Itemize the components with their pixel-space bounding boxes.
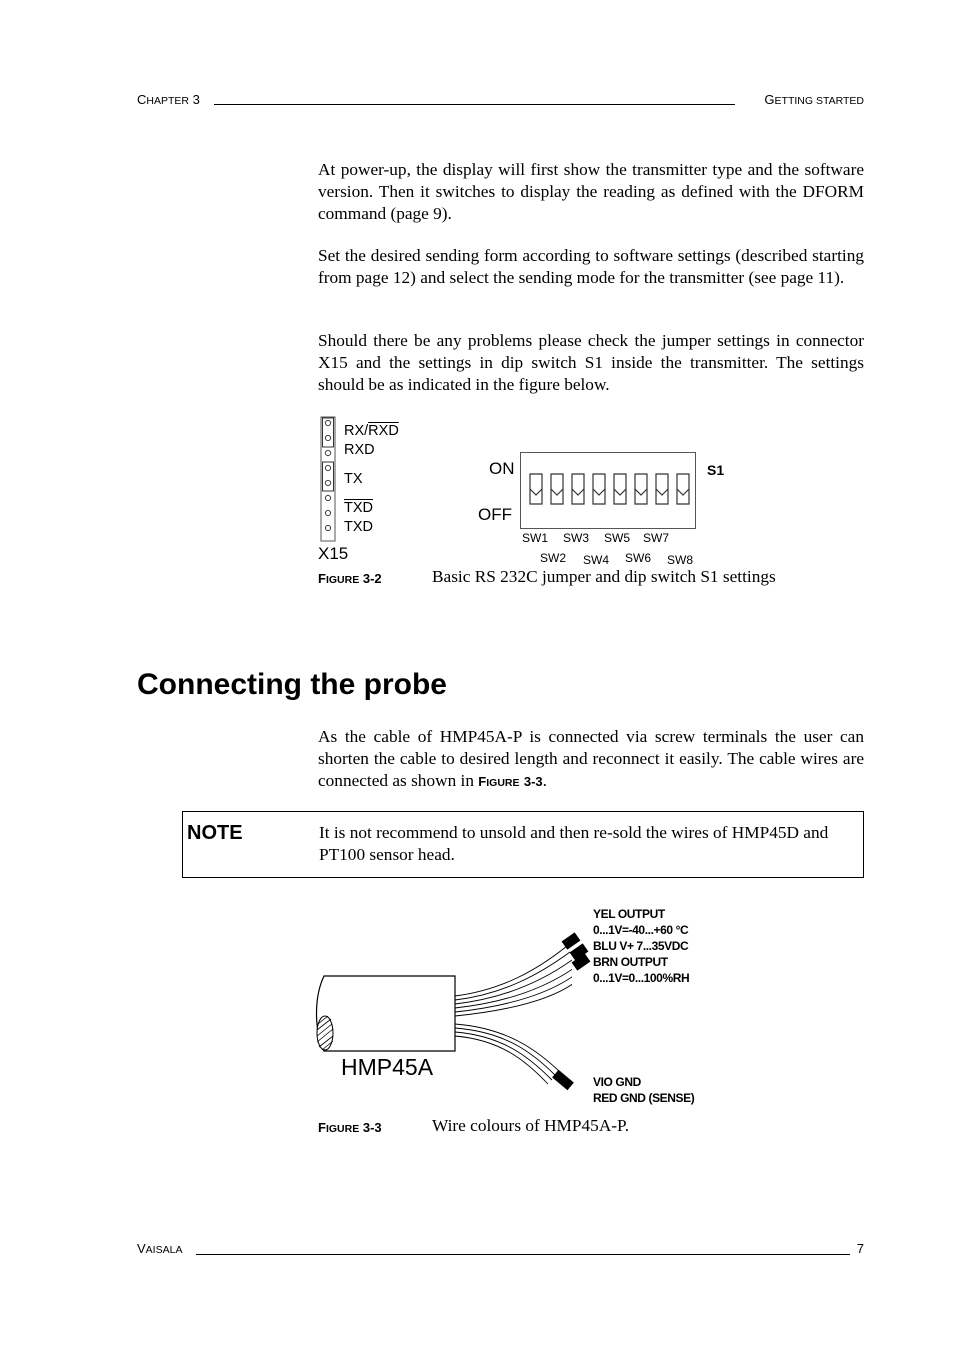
switch-label-sw3: SW3	[563, 531, 590, 545]
jumper-block-x15	[318, 416, 340, 542]
page-number: 7	[856, 1241, 864, 1256]
switch-label-sw5: SW5	[604, 531, 631, 545]
paragraph-cable: As the cable of HMP45A-P is connected via screw terminals the user can shorten the cable to desired length and reconnect it easily. The cable wires are connected as shown in FIGURE 3-3.	[318, 727, 864, 790]
probe-cable-body	[317, 976, 456, 1051]
wire-label-brn-output: BRN OUTPUT	[593, 955, 668, 969]
note-label: NOTE	[187, 822, 243, 844]
footer-rule	[196, 1254, 850, 1255]
wire-labels-upper	[593, 906, 689, 986]
jumper-label-rxd: RXD	[344, 442, 375, 458]
wire-label-yel-range: 0...1V=-40...+60 °C	[593, 923, 689, 937]
figure-3-3-label: FIGURE 3-3	[318, 1120, 382, 1135]
figure-3-2-label: FIGURE 3-2	[318, 571, 382, 586]
switch-label-sw2: SW2	[540, 551, 567, 565]
jumper-cap-tx	[323, 462, 334, 491]
figure-3-2-diagram	[318, 416, 738, 566]
jumper-label-txd-inverted: $\overline{TXD}$	[344, 500, 373, 516]
wire-label-vio-gnd: VIO GND	[593, 1075, 641, 1089]
switch-label-sw4: SW4	[583, 553, 610, 567]
switch-label-sw8: SW8	[667, 553, 694, 567]
note-box	[182, 811, 864, 878]
section-heading: Connecting the probe	[137, 668, 447, 701]
jumper-label-txd: TXD	[344, 519, 373, 535]
dip-switch-s1	[520, 452, 698, 530]
wire-terminals-lower	[548, 1064, 582, 1096]
paragraph-sending-form: Set the desired sending form according to software settings (described starting from page 12) and select the sending mode for the transmitter (see page 11).	[318, 246, 864, 287]
running-header-chapter: CHAPTER 3	[137, 92, 200, 107]
dip-on-label: ON	[489, 459, 515, 478]
jumper-cap-rx	[323, 418, 334, 447]
wire-label-red-gnd: RED GND (SENSE)	[593, 1091, 695, 1105]
wire-terminals-upper	[558, 930, 598, 978]
switch-label-sw7: SW7	[643, 531, 670, 545]
wire-label-yel-output: YEL OUTPUT	[593, 907, 665, 921]
wire-label-blu: BLU V+ 7...35VDC	[593, 939, 689, 953]
probe-name-label: HMP45A	[341, 1054, 434, 1080]
jumper-label-tx: TX	[344, 471, 363, 487]
wire-labels-lower	[593, 1074, 694, 1106]
switch-label-sw6: SW6	[625, 551, 652, 565]
paragraph-problems: Should there be any problems please check the jumper settings in connector X15 and the settings in dip switch S1 inside the transmitter. The settings should be as indicated in the figure below.	[318, 331, 864, 394]
note-text: It is not recommend to unsold and then re-sold the wires of HMP45D and PT100 sensor head.	[319, 823, 829, 864]
wire-label-brn-range: 0...1V=0...100%RH	[593, 971, 690, 985]
figure-3-3-caption: Wire colours of HMP45A-P.	[432, 1116, 630, 1135]
figure-3-2-caption: Basic RS 232C jumper and dip switch S1 settings	[432, 567, 776, 586]
switch-label-sw1: SW1	[522, 531, 549, 545]
footer-brand: VAISALA	[137, 1241, 183, 1256]
connector-label-x15: X15	[318, 544, 349, 563]
paragraph-power-up: At power-up, the display will first show the transmitter type and the software version. Then it switches to display the reading as defined with the DFORM command (page 9).	[318, 160, 864, 223]
header-rule	[214, 104, 735, 105]
running-header-section: GETTING STARTED	[764, 92, 864, 107]
dip-name-s1: S1	[707, 462, 725, 478]
dip-off-label: OFF	[478, 505, 512, 524]
jumper-label-rx: $RX/\overline{RXD}$	[344, 423, 399, 439]
